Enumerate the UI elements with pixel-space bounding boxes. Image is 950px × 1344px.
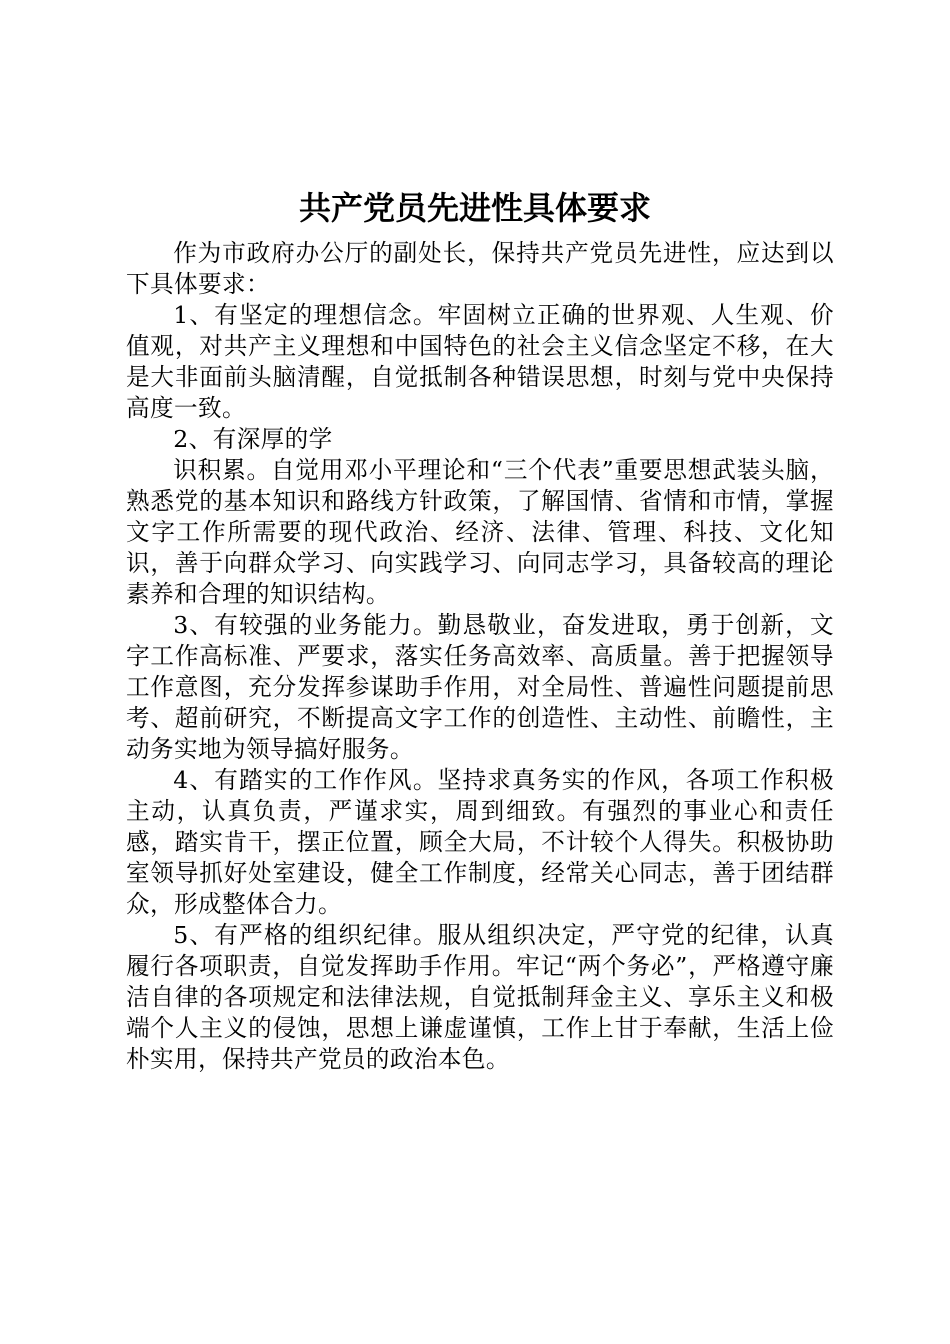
paragraph-4: 4、有踏实的工作作风。坚持求真务实的作风，各项工作积极主动，认真负责，严谨求实，周到细致。有强烈的事业心和责任感，踏实肯干，摆正位置，顾全大局，不计较个人得失。积极协助室领导抓好处室建设，健全工作制度，经常关心同志，善于团结群众，形成整体合力。 bbox=[126, 766, 834, 918]
document-title: 共产党员先进性具体要求 bbox=[298, 189, 651, 227]
paragraph-5: 5、有严格的组织纪律。服从组织决定，严守党的纪律，认真履行各项职责，自觉发挥助手作用。牢记“两个务必”，严格遵守廉洁自律的各项规定和法律法规，自觉抵制拜金主义、享乐主义和极端个人主义的侵蚀，思想上谦虚谨慎，工作上甘于奉献，生活上俭朴实用，保持共产党员的政治本色。 bbox=[126, 921, 834, 1073]
paragraph-intro: 作为市政府办公厅的副处长，保持共产党员先进性，应达到以下具体要求： bbox=[126, 239, 834, 298]
paragraph-2-start: 2、有深厚的学 bbox=[173, 425, 333, 453]
paragraph-3: 3、有较强的业务能力。勤恳敬业，奋发进取，勇于创新，文字工作高标准、严要求，落实任务高效率、高质量。善于把握领导工作意图，充分发挥参谋助手作用，对全局性、普遍性问题提前思考、超前研究，不断提高文字工作的创造性、主动性、前瞻性，主动务实地为领导搞好服务。 bbox=[126, 611, 834, 763]
paragraph-1: 1、有坚定的理想信念。牢固树立正确的世界观、人生观、价值观，对共产主义理想和中国特色的社会主义信念坚定不移，在大是大非面前头脑清醒，自觉抵制各种错误思想，时刻与党中央保持高度一致。 bbox=[126, 301, 834, 422]
paragraph-2-continued: 识积累。自觉用邓小平理论和“三个代表”重要思想武装头脑，熟悉党的基本知识和路线方针政策，了解国情、省情和市情，掌握文字工作所需要的现代政治、经济、法律、管理、科技、文化知识，善于向群众学习、向实践学习、向同志学习，具备较高的理论素养和合理的知识结构。 bbox=[126, 456, 834, 608]
document-body bbox=[126, 238, 834, 1075]
